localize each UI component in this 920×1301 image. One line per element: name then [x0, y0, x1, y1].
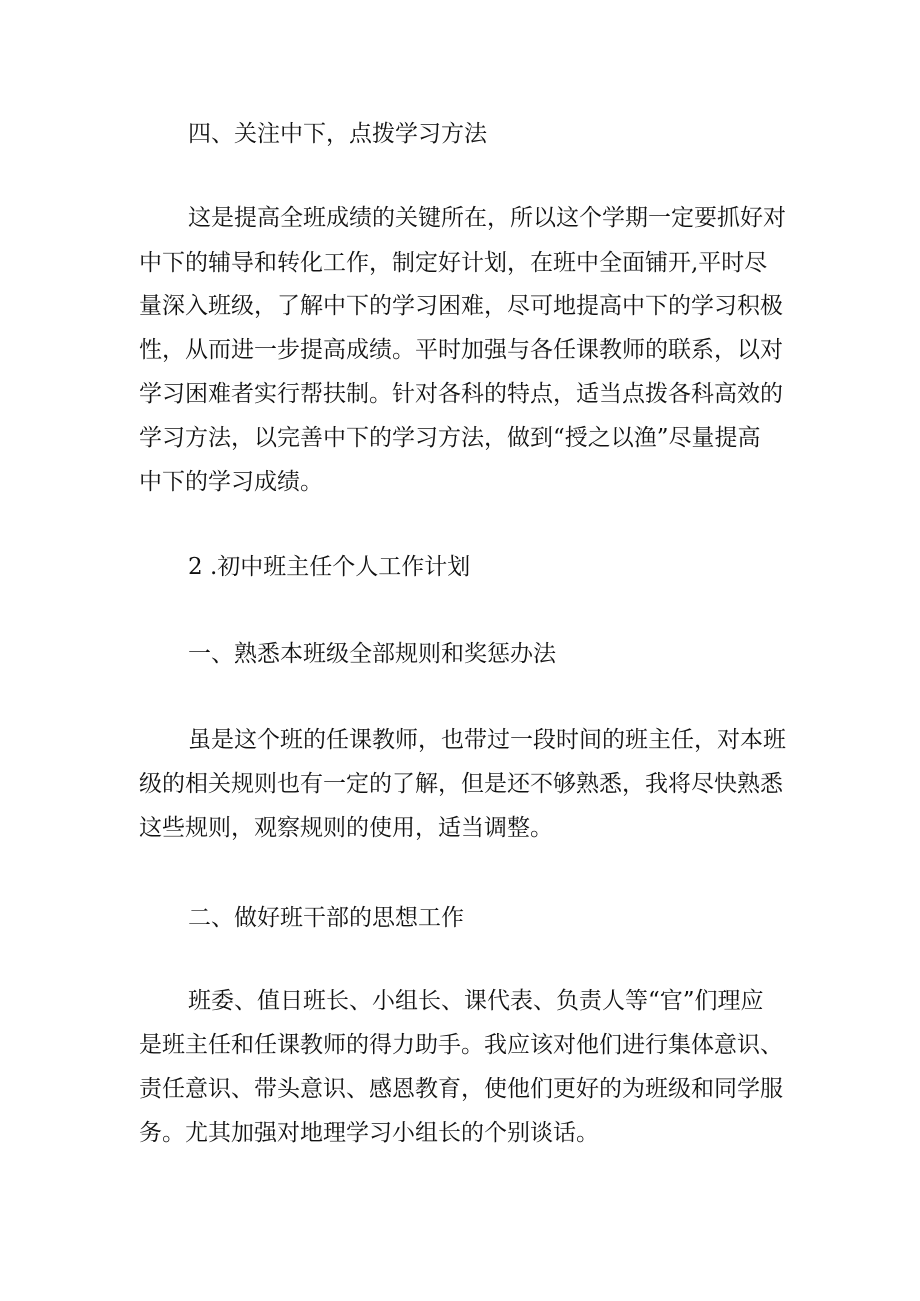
paragraph-line: 中下的学习成绩。: [139, 469, 323, 495]
paragraph-line: 级的相关规则也有一定的了解，但是还不够熟悉，我将尽快熟悉: [139, 771, 783, 797]
paragraph-line: 班委、值日班长、小组长、课代表、负责人等“官”们理应: [188, 988, 764, 1014]
paragraph-line: 性，从而进一步提高成绩。平时加强与各任课教师的联系，以对: [139, 337, 783, 363]
paragraph-line: 务。尤其加强对地理学习小组长的个别谈话。: [139, 1120, 599, 1146]
paragraph-line: 责任意识、带头意识、感恩教育，使他们更好的为班级和同学服: [139, 1076, 783, 1102]
section-heading: 一、熟悉本班级全部规则和奖惩办法: [188, 641, 556, 667]
paragraph-line: 量深入班级，了解中下的学习困难，尽可地提高中下的学习积极: [139, 293, 783, 319]
paragraph-line: 学习方法，以完善中下的学习方法，做到“授之以渔”尽量提高: [139, 425, 761, 451]
paragraph-line: 这是提高全班成绩的关键所在，所以这个学期一定要抓好对: [188, 205, 786, 231]
paragraph-line: 这些规则，观察规则的使用，适当调整。: [139, 815, 553, 841]
paragraph-line: 虽是这个班的任课教师，也带过一段时间的班主任，对本班: [188, 727, 786, 753]
paragraph-line: 是班主任和任课教师的得力助手。我应该对他们进行集体意识、: [139, 1032, 783, 1058]
section-heading: 二、做好班干部的思想工作: [188, 905, 464, 931]
section-heading: 四、关注中下，点拨学习方法: [188, 121, 487, 147]
section-heading: 2 .初中班主任个人工作计划: [188, 554, 471, 580]
paragraph-line: 学习困难者实行帮扶制。针对各科的特点，适当点拨各科高效的: [139, 381, 783, 407]
paragraph-line: 中下的辅导和转化工作，制定好计划，在班中全面铺开,平时尽: [139, 250, 768, 276]
